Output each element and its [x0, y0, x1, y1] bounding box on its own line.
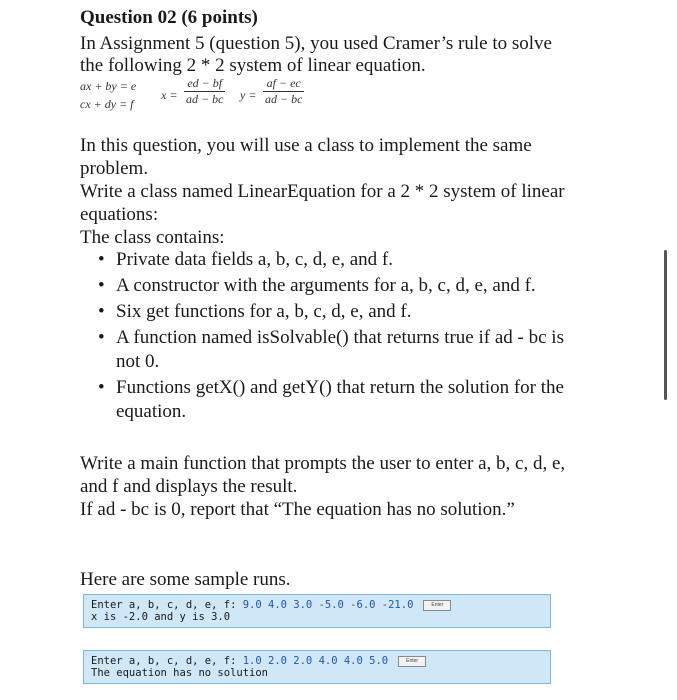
sample-run-2 — [83, 650, 551, 684]
prompt-text: Enter a, b, c, d, e, f: — [91, 599, 243, 611]
sample-run-2-output: The equation has no solution — [91, 667, 269, 679]
sample-run-1-output: x is -2.0 and y is 3.0 — [91, 611, 231, 623]
y-fraction — [263, 76, 304, 107]
body-p2-line1: Write a class named LinearEquation for a 2 * 2 system of linear — [80, 181, 565, 202]
enter-key-icon: Enter — [423, 600, 451, 611]
question-title: Question 02 (6 points) — [80, 7, 258, 28]
main-line-2: and f and displays the result. — [80, 476, 298, 497]
x-denominator: ad − bc — [186, 92, 224, 106]
y-numerator: af − ec — [263, 76, 304, 92]
bullet-icon: • — [98, 301, 105, 322]
list-item: • Functions getX() and getY() that return the solution for the equation. — [98, 377, 564, 422]
bullet-icon: • — [98, 249, 105, 270]
y-denominator: ad − bc — [265, 92, 303, 106]
vertical-scrollbar[interactable] — [664, 250, 667, 400]
bullet-icon: • — [98, 377, 105, 398]
body-p2-line2: equations: — [80, 204, 159, 225]
intro-line-2: the following 2 * 2 system of linear equation. — [80, 55, 426, 76]
list-item: • Private data fields a, b, c, d, e, and f. — [98, 249, 393, 270]
main-line-3: If ad - bc is 0, report that “The equation has no solution.” — [80, 499, 515, 520]
sample-run-1-line-1 — [91, 599, 543, 611]
body-p1-line1: In this question, you will use a class to implement the same — [80, 135, 532, 156]
x-numerator: ed − bf — [184, 76, 225, 92]
x-fraction — [184, 76, 225, 107]
y-label: y = — [240, 88, 257, 102]
bullet-icon: • — [98, 327, 105, 348]
main-line-1: Write a main function that prompts the user to enter a, b, c, d, e, — [80, 453, 566, 474]
equation-1: ax + by = e — [80, 79, 137, 93]
sample-run-1 — [83, 594, 551, 628]
list-item: • A constructor with the arguments for a, b, c, d, e, and f. — [98, 275, 536, 296]
prompt-text: Enter a, b, c, d, e, f: — [91, 655, 243, 667]
user-input: 9.0 4.0 3.0 -5.0 -6.0 -21.0 — [242, 599, 414, 611]
list-item: • Six get functions for a, b, c, d, e, and f. — [98, 301, 412, 322]
samples-heading: Here are some sample runs. — [80, 569, 291, 590]
class-contents-list — [98, 248, 608, 426]
enter-key-icon: Enter — [398, 656, 426, 667]
body-p1-line2: problem. — [80, 158, 149, 179]
body-p3: The class contains: — [80, 227, 225, 248]
intro-line-1: In Assignment 5 (question 5), you used Cramer’s rule to solve — [80, 33, 552, 54]
equation-2: cx + dy = f — [80, 97, 134, 111]
bullet-icon: • — [98, 275, 105, 296]
list-item: • A function named isSolvable() that returns true if ad - bc is not 0. — [98, 327, 564, 372]
user-input: 1.0 2.0 2.0 4.0 4.0 5.0 — [242, 655, 389, 667]
sample-run-2-line-1 — [91, 655, 543, 667]
x-label: x = — [161, 88, 178, 102]
